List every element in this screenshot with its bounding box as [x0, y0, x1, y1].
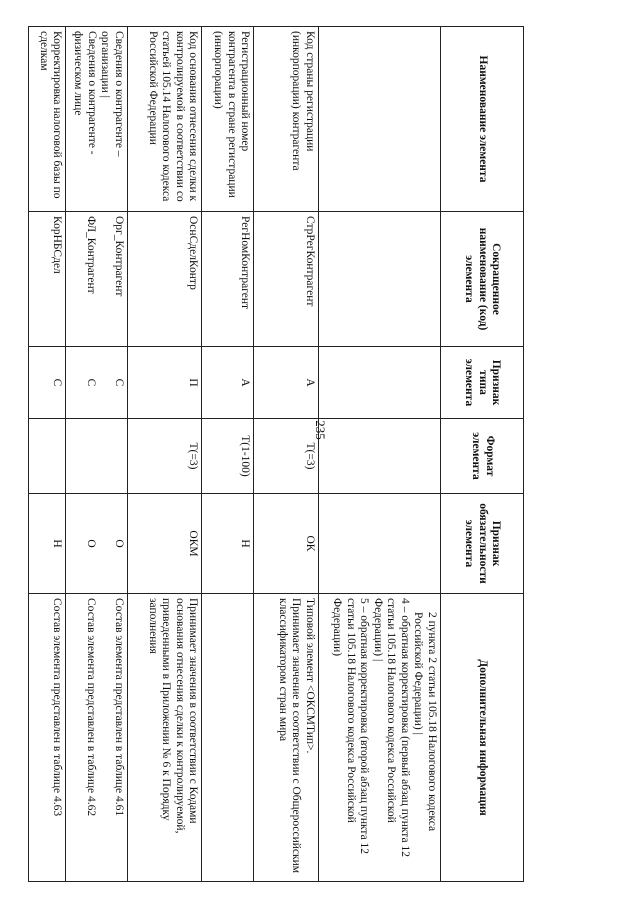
header-name: Наименование элемента — [441, 27, 524, 212]
name-line: Сведения о контрагенте – организации | — [99, 31, 125, 157]
header-format: Формат элемента — [441, 419, 524, 494]
cell-required: Н — [29, 494, 66, 594]
table-row — [254, 27, 318, 882]
cell-info — [318, 594, 440, 882]
header-code: Сокращенное наименование (код) элемента — [441, 212, 524, 347]
cell-format — [29, 419, 66, 494]
cell-code — [318, 212, 440, 347]
cell-type: А — [254, 347, 318, 419]
info-line: 2 пункта 2 статьи 105.18 Налогового кодекса Российской Федерации) | — [412, 612, 439, 832]
cell-name: Корректировка налоговой базы по сделкам — [29, 27, 66, 212]
cell-format — [66, 419, 127, 494]
cell-info — [66, 594, 127, 882]
cell-code: КорНБСдел — [29, 212, 66, 347]
cell-type — [66, 347, 127, 419]
cell-format: Т(1-100) — [202, 419, 254, 494]
cell-code: РегНомКонтрагент — [202, 212, 254, 347]
table-row — [29, 27, 66, 882]
info-line: 4 – обратная корректировка (первый абзац пункта 12 статьи 105.18 Налогового кодекса Российской Федерации) | — [371, 598, 411, 857]
cell-name: Код страны регистрации (инкорпорации) контрагента — [254, 27, 318, 212]
cell-type: С — [29, 347, 66, 419]
elements-table — [28, 26, 524, 882]
cell-name: Код основания отнесения сделки к контролируемой в соответствии со статьей 105.14 Налогового кодекса Российской Федерации — [127, 27, 202, 212]
cell-type: П — [127, 347, 202, 419]
header-info: Дополнительная информация — [441, 594, 524, 882]
cell-code: СтрРегКонтрагент — [254, 212, 318, 347]
cell-info: Состав элемента представлен в таблице 4.63 — [29, 594, 66, 882]
cell-info — [254, 594, 318, 882]
cell-format: Т(=3) — [127, 419, 202, 494]
required-line: О — [85, 539, 98, 548]
table-row — [66, 27, 127, 882]
name-line: Сведения о контрагенте - физическом лице — [72, 31, 98, 155]
cell-required: ОКМ — [127, 494, 202, 594]
cell-required: Н — [202, 494, 254, 594]
cell-code: ОснСделКонтр — [127, 212, 202, 347]
info-line: Типовой элемент <ОКСМТип>. — [303, 598, 316, 754]
type-line: С — [85, 378, 98, 387]
cell-name — [66, 27, 127, 212]
cell-code — [66, 212, 127, 347]
cell-required: ОК — [254, 494, 318, 594]
table-row — [202, 27, 254, 882]
code-line: ФЛ_Контрагент — [85, 216, 98, 294]
cell-format: Т(=3) — [254, 419, 318, 494]
info-line: Состав элемента представлен в таблице 4.61 — [112, 598, 125, 817]
header-type: Признак типа элемента — [441, 347, 524, 419]
cell-info — [202, 594, 254, 882]
type-line: С — [112, 378, 125, 387]
rotated-table-wrapper — [28, 26, 524, 881]
table-header-row — [441, 27, 524, 882]
cell-format — [318, 419, 440, 494]
cell-type: А — [202, 347, 254, 419]
info-line: 5 – обратная корректировка (второй абзац пункта 12 статьи 105.18 Налогового кодекса Российской Федерации) — [331, 598, 371, 855]
cell-type — [318, 347, 440, 419]
header-required: Признак обязательности элемента — [441, 494, 524, 594]
cell-name — [318, 27, 440, 212]
info-line: Состав элемента представлен в таблице 4.62 — [85, 598, 98, 817]
cell-name: Регистрационный номер контрагента в стране регистрации (инкорпорации) — [202, 27, 254, 212]
table-row — [318, 27, 440, 882]
info-line: Принимает значение в соответствии с Общероссийским классификатором стран мира — [276, 598, 303, 874]
code-line: Орг_Контрагент — [112, 216, 125, 297]
table-row — [127, 27, 202, 882]
cell-required — [318, 494, 440, 594]
cell-required — [66, 494, 127, 594]
required-line: О — [112, 539, 125, 548]
page-number: 235 — [313, 420, 328, 440]
cell-info: Принимает значения в соответствии с Кодами основания отнесения сделки к контролируемой, приведенными в Приложении № 6 к Порядку заполнения — [127, 594, 202, 882]
